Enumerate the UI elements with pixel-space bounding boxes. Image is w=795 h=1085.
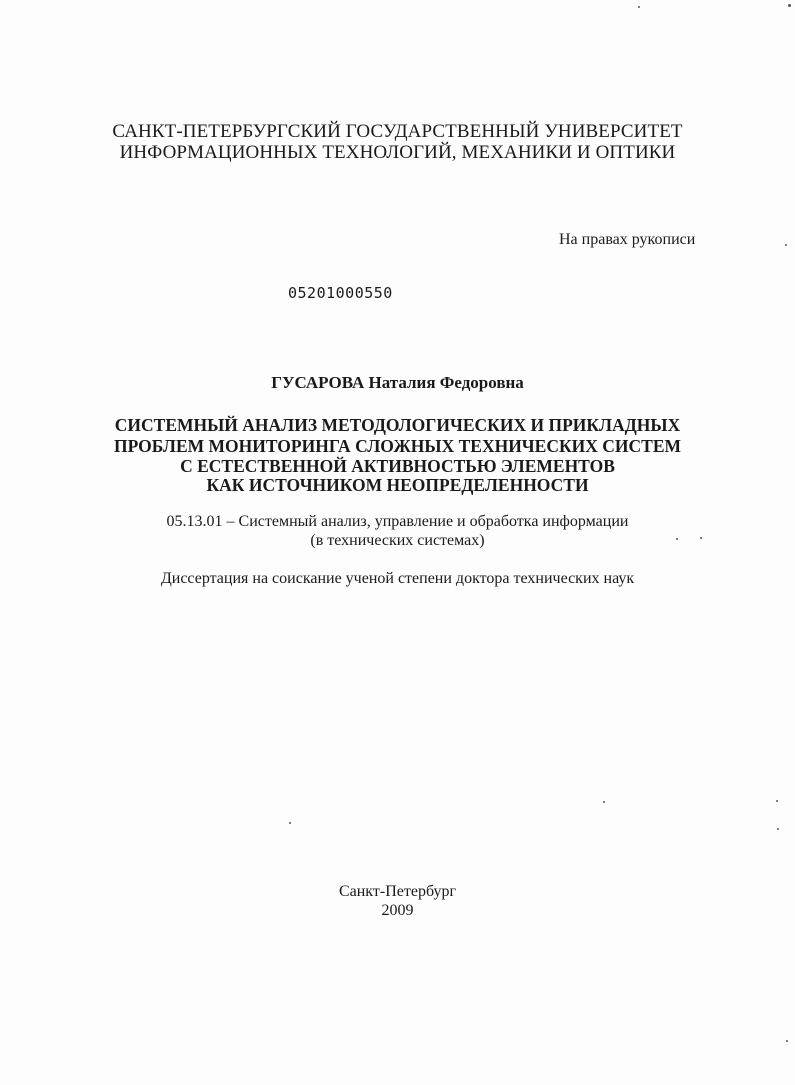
scan-speck <box>785 244 787 246</box>
author-given-names: Наталия Федоровна <box>368 373 524 392</box>
scan-speck <box>603 801 605 803</box>
scan-speck <box>676 538 678 540</box>
specialty-subtitle: (в технических системах) <box>310 532 485 549</box>
scan-speck <box>788 4 791 7</box>
scan-speck <box>776 800 778 802</box>
scan-speck <box>777 828 779 830</box>
manuscript-note: На правах рукописи <box>559 231 696 248</box>
scan-speck <box>700 537 702 539</box>
year: 2009 <box>381 902 414 919</box>
author-surname: ГУСАРОВА <box>271 373 365 392</box>
dissertation-title-line: ПРОБЛЕМ МОНИТОРИНГА СЛОЖНЫХ ТЕХНИЧЕСКИХ СИСТЕМ <box>113 436 682 456</box>
university-name-line-1: САНКТ-ПЕТЕРБУРГСКИЙ ГОСУДАРСТВЕННЫЙ УНИВЕРСИТЕТ <box>112 121 683 142</box>
dissertation-title-line: С ЕСТЕСТВЕННОЙ АКТИВНОСТЬЮ ЭЛЕМЕНТОВ <box>180 456 615 476</box>
scan-speck <box>638 6 640 8</box>
university-name-line-2: ИНФОРМАЦИОННЫХ ТЕХНОЛОГИЙ, МЕХАНИКИ И ОПТИКИ <box>119 142 676 163</box>
specialty-code-line: 05.13.01 – Системный анализ, управление и обработка информации <box>166 513 629 530</box>
dissertation-title-line: СИСТЕМНЫЙ АНАЛИЗ МЕТОДОЛОГИЧЕСКИХ И ПРИКЛАДНЫХ <box>114 415 681 435</box>
degree-statement: Диссертация на соискание ученой степени доктора технических наук <box>160 570 635 587</box>
document-number: 05201000550 <box>288 284 393 302</box>
city: Санкт-Петербург <box>338 883 457 900</box>
author-name <box>0 373 795 393</box>
dissertation-title-line: КАК ИСТОЧНИКОМ НЕОПРЕДЕЛЕННОСТИ <box>206 475 589 495</box>
scan-speck <box>289 822 291 824</box>
scan-speck <box>786 1040 788 1042</box>
